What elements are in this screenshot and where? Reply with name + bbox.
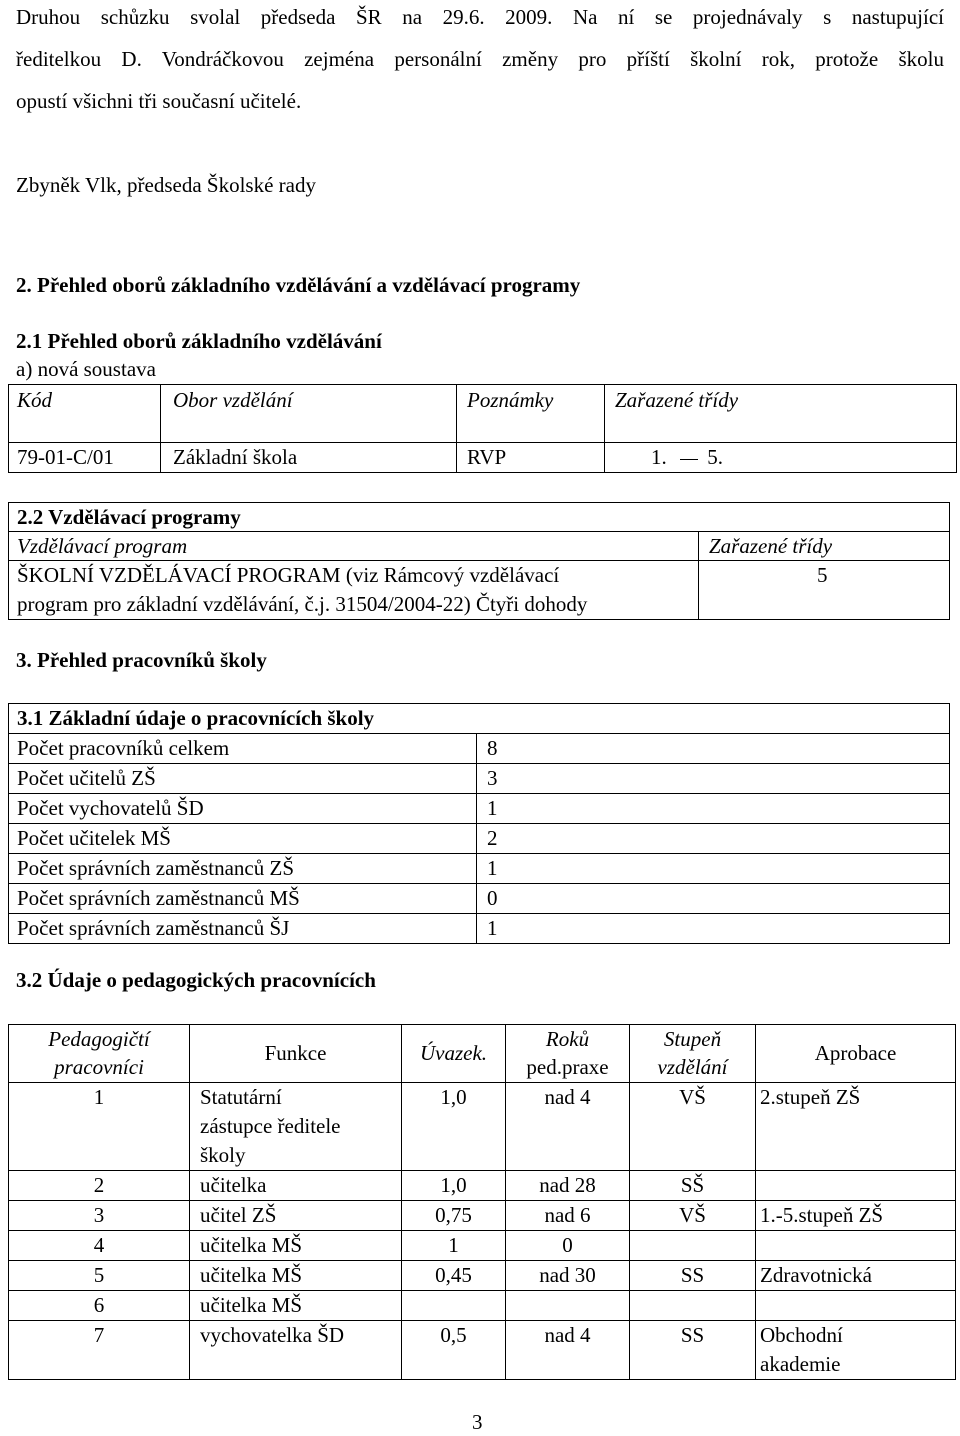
ped-staff-table xyxy=(8,1024,956,1380)
staff-value: 1 xyxy=(477,854,950,884)
cell-n: 3 xyxy=(9,1201,190,1231)
cell-obor: Základní škola xyxy=(161,443,457,473)
section-3-1-heading: 3.1 Základní údaje o pracovnících školy xyxy=(9,704,950,734)
cell-uvazek: 0,45 xyxy=(402,1261,506,1291)
table-row xyxy=(9,1261,956,1291)
header-line: vzdělání xyxy=(657,1055,728,1079)
aprobace-line: Obchodní xyxy=(760,1323,843,1347)
obory-table xyxy=(8,384,957,473)
cell-stupen: SŠ xyxy=(630,1171,756,1201)
cell-funkce: učitelka MŠ xyxy=(190,1231,402,1261)
staff-value: 1 xyxy=(477,794,950,824)
staff-label: Počet pracovníků celkem xyxy=(9,734,477,764)
header-line: Stupeň xyxy=(663,1027,722,1051)
cell-aprobace: 2.stupeň ZŠ xyxy=(756,1083,956,1171)
cell-roku: 0 xyxy=(506,1231,630,1261)
staff-value: 8 xyxy=(477,734,950,764)
table-row xyxy=(9,1231,956,1261)
cell-tridy xyxy=(605,443,957,473)
cell-uvazek xyxy=(402,1291,506,1321)
cell-uvazek: 1,0 xyxy=(402,1083,506,1171)
header-zarazene-tridy: Zařazené třídy xyxy=(605,385,957,443)
header-kod: Kód xyxy=(9,385,161,443)
table-row xyxy=(9,1291,956,1321)
cell-uvazek: 1 xyxy=(402,1231,506,1261)
cell-uvazek: 0,75 xyxy=(402,1201,506,1231)
staff-label: Počet učitelů ZŠ xyxy=(9,764,477,794)
staff-label: Počet správních zaměstnanců MŠ xyxy=(9,884,477,914)
cell-n: 4 xyxy=(9,1231,190,1261)
cell-roku: nad 28 xyxy=(506,1171,630,1201)
table-row xyxy=(9,1083,956,1171)
cell-aprobace xyxy=(756,1231,956,1261)
cell-stupen: VŠ xyxy=(630,1201,756,1231)
cell-n: 6 xyxy=(9,1291,190,1321)
cell-stupen: SS xyxy=(630,1261,756,1291)
header-line: ped.praxe xyxy=(526,1055,609,1079)
cell-poznamky: RVP xyxy=(457,443,605,473)
cell-roku: nad 6 xyxy=(506,1201,630,1231)
cell-aprobace: Zdravotnická xyxy=(756,1261,956,1291)
section-2-1-heading: 2.1 Přehled oborů základního vzdělávání xyxy=(16,329,382,353)
cell-stupen: SS xyxy=(630,1321,756,1380)
cell-stupen xyxy=(630,1291,756,1321)
funkce-line: školy xyxy=(200,1143,246,1167)
cell-roku: nad 4 xyxy=(506,1321,630,1380)
funkce-line: Statutární xyxy=(200,1085,282,1109)
cell-aprobace xyxy=(756,1321,956,1380)
staff-label: Počet vychovatelů ŠD xyxy=(9,794,477,824)
header-stupen xyxy=(630,1025,756,1083)
cell-n: 5 xyxy=(9,1261,190,1291)
intro-line: Druhou schůzku svolal předseda ŠR na 29.6. 2009. Na ní se projednávaly s nastupující xyxy=(16,5,944,29)
table-row xyxy=(9,1201,956,1231)
cell-stupen xyxy=(630,1231,756,1261)
staff-value: 2 xyxy=(477,824,950,854)
cell-n: 1 xyxy=(9,1083,190,1171)
program-line: ŠKOLNÍ VZDĚLÁVACÍ PROGRAM (viz Rámcový vzdělávací xyxy=(17,563,560,587)
section-3-heading: 3. Přehled pracovníků školy xyxy=(16,648,267,672)
cell-funkce xyxy=(190,1083,402,1171)
section-2-1-note: a) nová soustava xyxy=(16,357,156,381)
intro-line: opustí všichni tři současní učitelé. xyxy=(16,89,302,113)
page-number: 3 xyxy=(472,1410,483,1434)
header-line: Pedagogičtí xyxy=(48,1027,150,1051)
program-cell xyxy=(9,561,699,620)
staff-counts-table xyxy=(8,703,950,944)
header-poznamky: Poznámky xyxy=(457,385,605,443)
cell-aprobace: 1.-5.stupeň ZŠ xyxy=(756,1201,956,1231)
cell-n: 7 xyxy=(9,1321,190,1380)
program-classes: 5 xyxy=(699,561,950,620)
intro-paragraph xyxy=(16,0,944,122)
staff-label: Počet učitelek MŠ xyxy=(9,824,477,854)
tridy-from: 1. xyxy=(651,445,667,469)
header-aprobace: Aprobace xyxy=(756,1025,956,1083)
cell-funkce: učitel ZŠ xyxy=(190,1201,402,1231)
cell-uvazek: 0,5 xyxy=(402,1321,506,1380)
cell-funkce: učitelka xyxy=(190,1171,402,1201)
header-line: pracovníci xyxy=(54,1055,144,1079)
staff-value: 3 xyxy=(477,764,950,794)
cell-roku xyxy=(506,1291,630,1321)
staff-value: 1 xyxy=(477,914,950,944)
staff-value: 0 xyxy=(477,884,950,914)
cell-aprobace xyxy=(756,1291,956,1321)
cell-aprobace xyxy=(756,1171,956,1201)
section-2-heading: 2. Přehled oborů základního vzdělávání a vzdělávací programy xyxy=(16,273,581,297)
program-line: program pro základní vzdělávání, č.j. 31504/2004-22) Čtyři dohody xyxy=(17,592,588,616)
header-uvazek: Úvazek. xyxy=(402,1025,506,1083)
aprobace-line: akademie xyxy=(760,1352,841,1376)
tridy-to: 5. xyxy=(707,445,723,469)
header-funkce: Funkce xyxy=(190,1025,402,1083)
funkce-line: zástupce ředitele xyxy=(200,1114,341,1138)
signature: Zbyněk Vlk, předseda Školské rady xyxy=(16,173,316,197)
dash xyxy=(680,459,698,460)
staff-label: Počet správních zaměstnanců ŠJ xyxy=(9,914,477,944)
cell-kod: 79-01-C/01 xyxy=(9,443,161,473)
header-program: Vzdělávací program xyxy=(9,532,699,561)
cell-funkce: učitelka MŠ xyxy=(190,1261,402,1291)
programy-table xyxy=(8,502,950,620)
cell-stupen: VŠ xyxy=(630,1083,756,1171)
staff-label: Počet správních zaměstnanců ZŠ xyxy=(9,854,477,884)
cell-n: 2 xyxy=(9,1171,190,1201)
header-pracovnici xyxy=(9,1025,190,1083)
header-classes: Zařazené třídy xyxy=(699,532,950,561)
cell-roku: nad 4 xyxy=(506,1083,630,1171)
intro-line: ředitelkou D. Vondráčkovou zejména personální změny pro příští školní rok, protože školu xyxy=(16,47,944,71)
table-row xyxy=(9,1171,956,1201)
section-3-2-heading: 3.2 Údaje o pedagogických pracovnících xyxy=(16,968,376,992)
header-obor: Obor vzdělání xyxy=(161,385,457,443)
cell-roku: nad 30 xyxy=(506,1261,630,1291)
cell-funkce: vychovatelka ŠD xyxy=(190,1321,402,1380)
cell-funkce: učitelka MŠ xyxy=(190,1291,402,1321)
header-line: Roků xyxy=(545,1027,590,1051)
section-2-2-heading: 2.2 Vzdělávací programy xyxy=(9,503,950,532)
header-roku xyxy=(506,1025,630,1083)
table-row xyxy=(9,1321,956,1380)
cell-uvazek: 1,0 xyxy=(402,1171,506,1201)
